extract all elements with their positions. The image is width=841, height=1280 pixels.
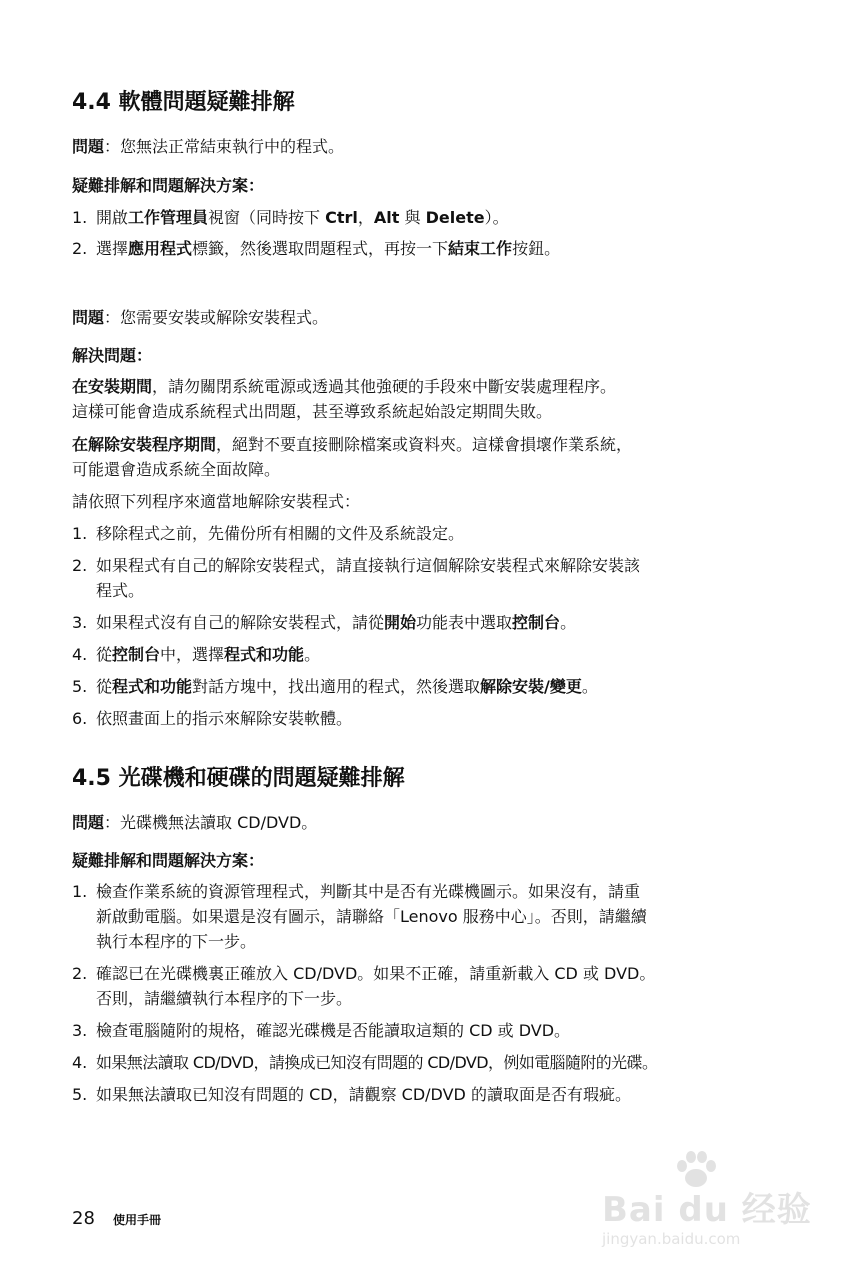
step-text: 視窗（同時按下 bbox=[208, 208, 326, 227]
list-number: 5. bbox=[72, 1085, 88, 1104]
list-item-continued bbox=[72, 904, 647, 929]
list-item bbox=[72, 674, 598, 699]
uninstall-note-term: 在解除安裝程序期間 bbox=[72, 435, 217, 454]
list-number: 2. bbox=[72, 239, 88, 258]
list-number: 4. bbox=[72, 645, 88, 664]
footer-title: 使用手冊 bbox=[113, 1213, 162, 1227]
step-text: 檢查作業系統的資源管理程式，判斷其中是否有光碟機圖示。如果沒有，請重 bbox=[96, 882, 641, 901]
step-text: 中，選擇 bbox=[160, 645, 225, 664]
uninstall-note-line-1 bbox=[72, 432, 632, 457]
baidu-watermark bbox=[602, 1150, 812, 1260]
step-text: 從 bbox=[96, 645, 113, 664]
step-text: 檢查電腦隨附的規格，確認光碟機是否能讀取這類的 CD 或 DVD。 bbox=[96, 1021, 571, 1040]
install-note-term: 在安裝期間 bbox=[72, 377, 153, 396]
list-item bbox=[72, 1082, 631, 1107]
list-number: 3. bbox=[72, 613, 88, 632]
step-text: 依照畫面上的指示來解除安裝軟體。 bbox=[96, 709, 353, 728]
step-text: 如果程式有自己的解除安裝程式，請直接執行這個解除安裝程式來解除安裝該 bbox=[96, 556, 641, 575]
step-text: ）。 bbox=[484, 208, 509, 227]
step-text: 如果無法讀取已知沒有問題的 CD，請觀察 CD/DVD 的讀取面是否有瑕疵。 bbox=[96, 1085, 631, 1104]
list-item bbox=[72, 642, 320, 667]
step-term: 程式和功能 bbox=[112, 677, 193, 696]
list-item bbox=[72, 1018, 570, 1043]
step-term: 結束工作 bbox=[448, 239, 513, 258]
step-text: 如果無法讀取 CD/DVD，請換成已知沒有問題的 CD/DVD，例如電腦隨附的光碟。 bbox=[96, 1053, 658, 1072]
problem-1 bbox=[72, 134, 344, 159]
problem-label: 問題 bbox=[72, 308, 105, 327]
solution-heading: 疑難排解和問題解決方案： bbox=[72, 176, 265, 195]
list-item bbox=[72, 961, 655, 986]
step-text: 功能表中選取 bbox=[416, 613, 513, 632]
problem-1 bbox=[72, 810, 317, 835]
install-note-line-2: 這樣可能會造成系統程式出問題，甚至導致系統起始設定期間失敗。 bbox=[72, 402, 553, 421]
list-number: 2. bbox=[72, 964, 88, 983]
step-text: 移除程式之前，先備份所有相關的文件及系統設定。 bbox=[96, 524, 465, 543]
list-item bbox=[72, 1050, 657, 1075]
step-text: 否則，請繼續執行本程序的下一步。 bbox=[96, 989, 353, 1008]
step-text: 從 bbox=[96, 677, 113, 696]
step-term: 工作管理員 bbox=[128, 208, 209, 227]
solution-heading: 疑難排解和問題解決方案： bbox=[72, 851, 265, 870]
list-item bbox=[72, 553, 640, 578]
section-heading-4-4: 4.4 軟體問題疑難排解 bbox=[72, 90, 295, 115]
step-text: 對話方塊中，找出適用的程式，然後選取 bbox=[192, 677, 481, 696]
list-number: 6. bbox=[72, 709, 88, 728]
step-text: 如果程式沒有自己的解除安裝程式，請從 bbox=[96, 613, 385, 632]
key-alt: Alt bbox=[373, 208, 400, 227]
problem-text: ：您需要安裝或解除安裝程式。 bbox=[104, 308, 329, 327]
step-text: 新啟動電腦。如果還是沒有圖示，請聯絡「Lenovo 服務中心」。否則，請繼續 bbox=[96, 907, 647, 926]
step-term: 控制台 bbox=[112, 645, 161, 664]
uninstall-note-text: ，絕對不要直接刪除檔案或資料夾。這樣會損壞作業系統， bbox=[216, 435, 633, 454]
watermark-url: jingyan.baidu.com bbox=[602, 1230, 741, 1248]
solution-heading: 解決問題： bbox=[72, 346, 153, 365]
problem-text: ：光碟機無法讀取 CD/DVD。 bbox=[104, 813, 318, 832]
list-item bbox=[72, 879, 640, 904]
list-number: 5. bbox=[72, 677, 88, 696]
list-item bbox=[72, 521, 464, 546]
step-text: 標籤，然後選取問題程式，再按一下 bbox=[192, 239, 449, 258]
step-text: 與 bbox=[399, 208, 426, 227]
list-item bbox=[72, 706, 352, 731]
step-text: 程式。 bbox=[96, 581, 145, 600]
list-item bbox=[72, 236, 560, 261]
step-text: 開啟 bbox=[96, 208, 129, 227]
key-delete: Delete bbox=[425, 208, 485, 227]
step-text: 按鈕。 bbox=[512, 239, 561, 258]
step-text: ， bbox=[357, 208, 374, 227]
list-item bbox=[72, 205, 509, 230]
key-ctrl: Ctrl bbox=[325, 208, 358, 227]
list-item-continued bbox=[72, 986, 352, 1011]
problem-label: 問題 bbox=[72, 813, 105, 832]
step-term: 應用程式 bbox=[128, 239, 193, 258]
list-item-continued bbox=[72, 929, 256, 954]
list-number: 2. bbox=[72, 556, 88, 575]
page-number: 28 bbox=[72, 1208, 95, 1229]
step-text: 。 bbox=[560, 613, 577, 632]
list-item-continued bbox=[72, 578, 144, 603]
problem-text: ：您無法正常結束執行中的程式。 bbox=[104, 137, 345, 156]
problem-2 bbox=[72, 305, 328, 330]
list-number: 1. bbox=[72, 208, 88, 227]
problem-label: 問題 bbox=[72, 137, 105, 156]
step-text: 執行本程序的下一步。 bbox=[96, 932, 257, 951]
step-term: 開始 bbox=[384, 613, 417, 632]
step-term: 程式和功能 bbox=[224, 645, 305, 664]
step-text: 。 bbox=[581, 677, 598, 696]
uninstall-note-line-2: 可能還會造成系統全面故障。 bbox=[72, 460, 281, 479]
section-heading-4-5: 4.5 光碟機和硬碟的問題疑難排解 bbox=[72, 766, 405, 791]
list-number: 3. bbox=[72, 1021, 88, 1040]
uninstall-intro: 請依照下列程序來適當地解除安裝程式： bbox=[72, 492, 361, 511]
install-note-text: ，請勿關閉系統電源或透過其他強硬的手段來中斷安裝處理程序。 bbox=[152, 377, 617, 396]
step-term: 解除安裝/變更 bbox=[480, 677, 582, 696]
list-number: 1. bbox=[72, 882, 88, 901]
list-number: 4. bbox=[72, 1053, 88, 1072]
step-text: 確認已在光碟機裏正確放入 CD/DVD。如果不正確，請重新載入 CD 或 DVD。 bbox=[96, 964, 656, 983]
watermark-text: Bai du 经验 bbox=[602, 1190, 812, 1230]
list-item bbox=[72, 610, 576, 635]
step-term: 控制台 bbox=[512, 613, 561, 632]
step-text: 選擇 bbox=[96, 239, 129, 258]
list-number: 1. bbox=[72, 524, 88, 543]
install-note-line-1 bbox=[72, 374, 616, 399]
step-text: 。 bbox=[304, 645, 321, 664]
